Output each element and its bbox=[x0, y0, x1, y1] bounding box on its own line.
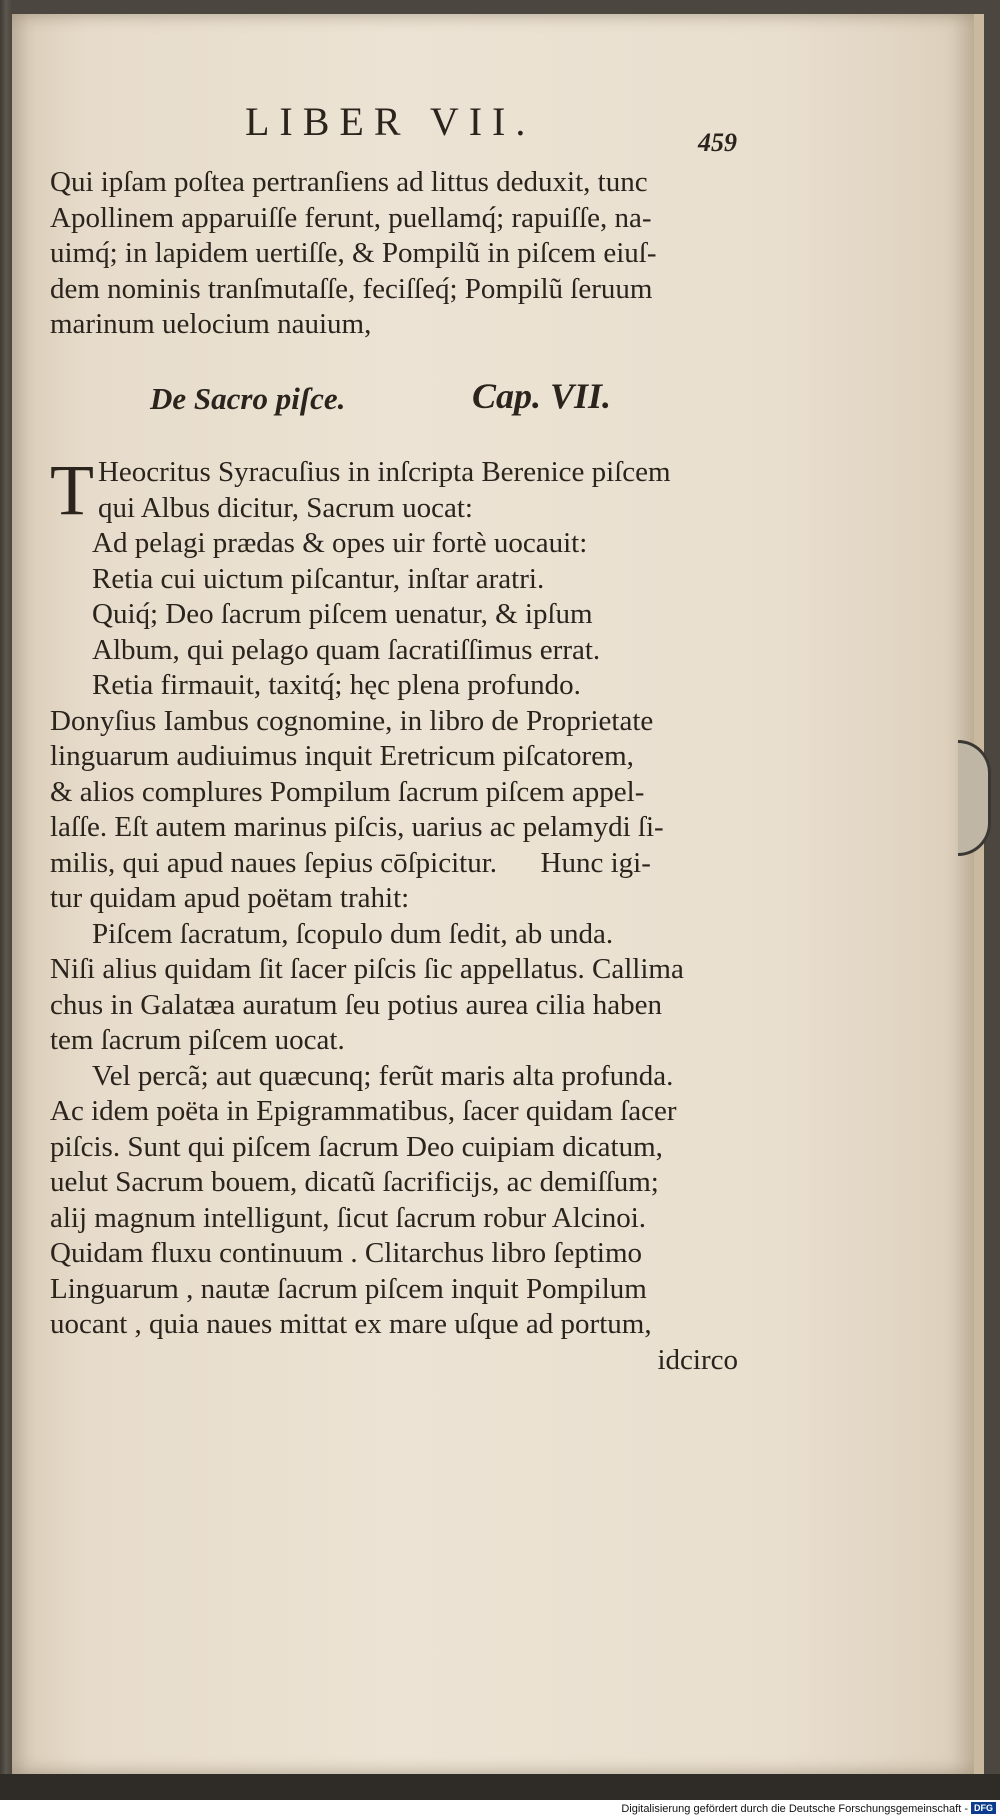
verse-line: Ad pelagi prædas & opes uir fortè uocauit: bbox=[92, 527, 588, 559]
text-line: piſcis. Sunt qui piſcem ſacrum Deo cuipiam dicatum, bbox=[50, 1130, 663, 1163]
text-line: alij magnum intelligunt, ſicut ſacrum robur Alcinoi. bbox=[50, 1201, 647, 1234]
text-line: linguarum audiuimus inquit Eretricum piſcatorem, bbox=[50, 740, 634, 772]
prose-paragraph bbox=[50, 704, 750, 917]
text-line: uelut Sacrum bouem, dicatũ ſacrificijs, ac demiſſum; bbox=[50, 1166, 659, 1198]
credit-text: Digitalisierung gefördert durch die Deutsche Forschungsgemeinschaft - bbox=[621, 1803, 968, 1815]
text-line: Quidam fluxu continuum . Clitarchus libro ſeptimo bbox=[50, 1237, 643, 1269]
text-line: marinum uelocium nauium, bbox=[50, 308, 372, 340]
text-line: chus in Galatæa auratum ſeu potius aurea cilia haben bbox=[50, 988, 663, 1021]
chapter-number: Cap. VII. bbox=[472, 376, 612, 416]
text-line: Ac idem poëta in Epigrammatibus, ſacer quidam ſacer bbox=[50, 1095, 677, 1127]
opening-paragraph bbox=[50, 450, 750, 530]
text-line: qui Albus dicitur, Sacrum uocat: bbox=[97, 491, 473, 524]
verse-line: Retia firmauit, taxitq́; hęc plena profundo. bbox=[92, 669, 581, 701]
chapter-body bbox=[50, 450, 750, 1378]
page-number: 459 bbox=[698, 128, 737, 157]
verse-line: Vel percã; aut quæcunq; ferũt maris alta profunda. bbox=[92, 1059, 674, 1092]
page-edge-curl bbox=[958, 740, 991, 856]
text-line: uimq́; in lapidem uertiſſe, & Pompilũ in piſcem eiuſ- bbox=[50, 237, 657, 269]
verse-line: Quiq́; Deo ſacrum piſcem uenatur, & ipſum bbox=[92, 598, 593, 630]
text-line: & alios complures Pompilum ſacrum piſcem appel- bbox=[50, 775, 645, 808]
text-line: tem ſacrum piſcem uocat. bbox=[50, 1024, 345, 1056]
chapter-heading bbox=[150, 375, 710, 425]
dfg-logo-icon: DFG bbox=[971, 1802, 996, 1814]
scan-bottom-edge bbox=[0, 1774, 1000, 1800]
verse-quotation bbox=[50, 526, 750, 704]
verse-line: Piſcem ſacratum, ſcopulo dum ſedit, ab unda. bbox=[92, 917, 614, 950]
chapter-title: De Sacro piſce. bbox=[150, 381, 346, 416]
text-line: Donyſius Iambus cognomine, in libro de Proprietate bbox=[50, 704, 654, 737]
text-line: Qui ipſam poſtea pertranſiens ad littus deduxit, tunc bbox=[50, 166, 648, 198]
verse-line: Retia cui uictum piſcantur, inſtar aratri. bbox=[92, 562, 545, 595]
running-head: LIBER VII. bbox=[245, 99, 536, 144]
drop-cap: T bbox=[50, 450, 94, 530]
text-line: uocant , quia naues mittat ex mare uſque ad portum, bbox=[50, 1308, 652, 1340]
text-line: Heocritus Syracuſius in inſcripta Berenice piſcem bbox=[97, 456, 671, 488]
catchword: idcirco bbox=[657, 1343, 738, 1376]
digitization-credit bbox=[0, 1800, 1000, 1818]
prose-paragraph bbox=[50, 952, 750, 1059]
top-paragraph bbox=[50, 165, 750, 343]
verse-quotation bbox=[50, 917, 750, 953]
text-line: Apollinem apparuiſſe ferunt, puellamq́; rapuiſſe, na- bbox=[50, 201, 652, 234]
text-line: tur quidam apud poëtam trahit: bbox=[50, 882, 410, 914]
verse-line: Album, qui pelago quam ſacratiſſimus errat. bbox=[92, 633, 601, 666]
text-line: dem nominis tranſmutaſſe, feciſſeq́; Pompilũ ſeruum bbox=[50, 272, 653, 305]
verse-quotation bbox=[50, 1059, 750, 1095]
text-line: Linguarum , nautæ ſacrum piſcem inquit Pompilum bbox=[50, 1272, 647, 1305]
text-line: laſſe. Eſt autem marinus piſcis, uarius ac pelamydi ſi- bbox=[50, 811, 664, 843]
text-line: Niſi alius quidam ſit ſacer piſcis ſic appellatus. Callima bbox=[50, 953, 684, 985]
prose-paragraph bbox=[50, 1094, 750, 1343]
text-line: milis, qui apud naues ſepius cōſpicitur. Hunc igi- bbox=[50, 846, 651, 879]
